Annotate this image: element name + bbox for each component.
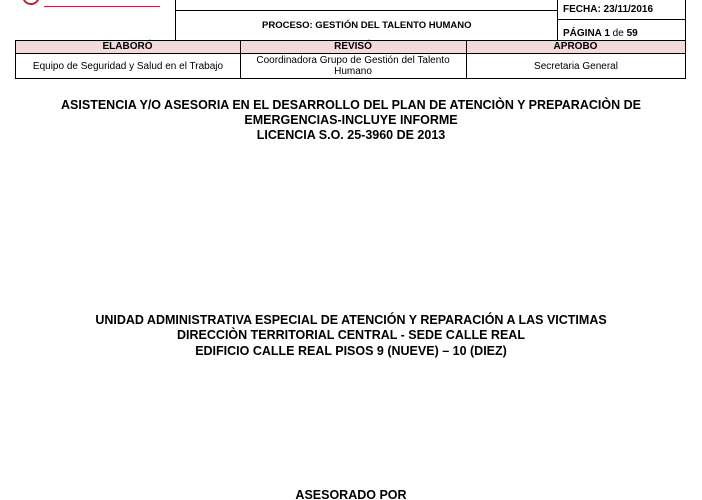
value-reviso: Coordinadora Grupo de Gestión del Talento Humano: [256, 55, 450, 77]
approvals-mid-rule: [15, 53, 686, 54]
document-title-line-1: ASISTENCIA Y/O ASESORIA EN EL DESARROLLO DEL PLAN DE ATENCIÒN Y PREPARACIÒN DE: [61, 98, 641, 112]
advised-by-label: ASESORADO POR: [295, 488, 407, 500]
page-number: 1: [604, 28, 610, 39]
logo-underline: [44, 6, 160, 7]
header-date-rule: [557, 19, 685, 20]
value-aprobo: Secretaria General: [534, 61, 618, 72]
page-of: de: [612, 28, 624, 39]
page-label: PÁGINA: [563, 28, 602, 39]
document-title-line-3: LICENCIA S.O. 25-3960 DE 2013: [256, 128, 446, 142]
approvals-bottom-rule: [15, 78, 686, 79]
document-date: FECHA: 23/11/2016: [563, 4, 654, 15]
organization-logo: [22, 0, 40, 5]
column-aprobo: APROBO: [553, 41, 598, 52]
entity-line-2: DIRECCIÒN TERRITORIAL CENTRAL - SEDE CALLE REAL: [177, 328, 525, 342]
header-divider-right: [557, 0, 558, 40]
document-title-line-2: EMERGENCIAS-INCLUYE INFORME: [244, 113, 458, 127]
column-elaboro: ELABORÓ: [102, 41, 153, 52]
entity-line-1: UNIDAD ADMINISTRATIVA ESPECIAL DE ATENCIÓN Y REPARACIÓN A LAS VICTIMAS: [95, 313, 607, 327]
header-top-rule: [175, 10, 557, 11]
entity-line-3: EDIFICIO CALLE REAL PISOS 9 (NUEVE) – 10 (DIEZ): [195, 344, 507, 358]
page-total: 59: [626, 28, 638, 39]
header-divider-left: [175, 0, 176, 40]
column-reviso: REVISÓ: [334, 41, 372, 52]
page-indicator: [563, 28, 638, 39]
value-elaboro: Equipo de Seguridad y Salud en el Trabajo: [32, 61, 224, 72]
process-name: PROCESO: GESTIÓN DEL TALENTO HUMANO: [262, 20, 472, 31]
